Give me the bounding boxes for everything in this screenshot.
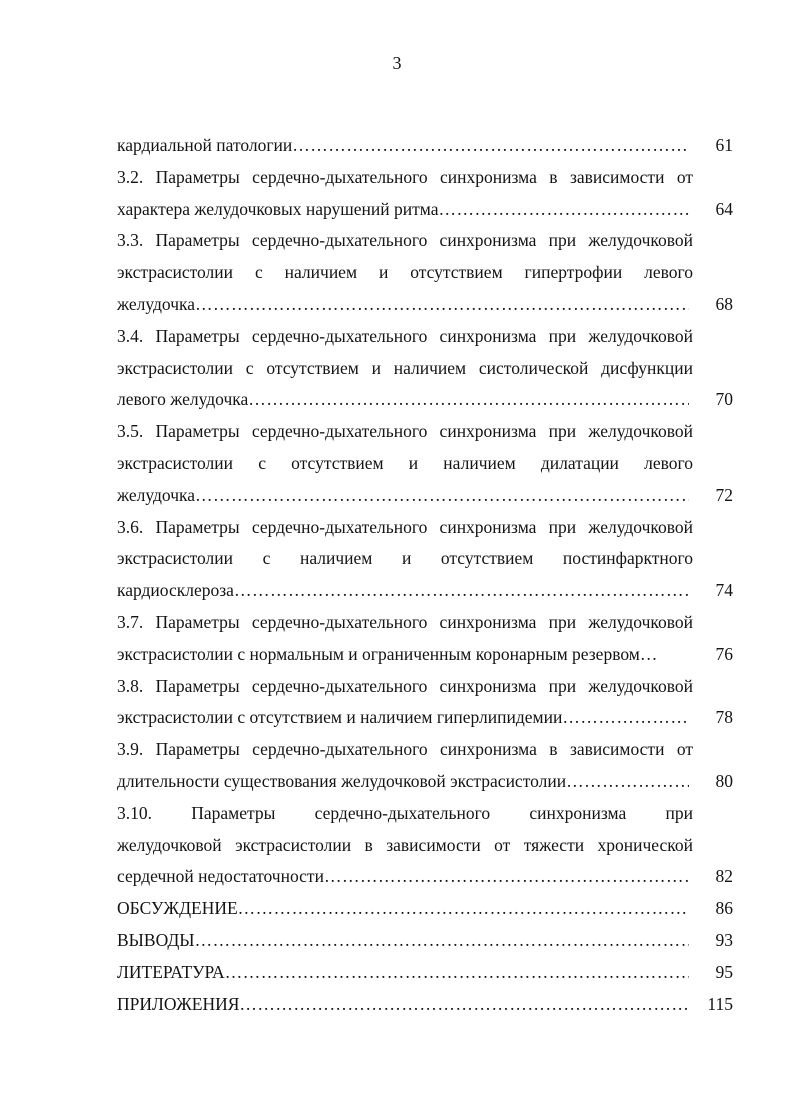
leader-dots: [195, 480, 689, 512]
toc-entry-text: экстрасистолии с отсутствием и наличием дилатации левого: [117, 452, 693, 473]
leader-dots: [248, 384, 689, 416]
toc-entry-text: 3.7. Параметры сердечно-дыхательного синхронизма при желудочковой: [117, 611, 693, 632]
table-of-contents: [117, 130, 733, 1020]
toc-line: [117, 257, 733, 289]
toc-page-number: 70: [715, 389, 733, 410]
toc-entry-text: 3.6. Параметры сердечно-дыхательного синхронизма при желудочковой: [117, 516, 693, 537]
toc-entry-text: 3.8. Параметры сердечно-дыхательного синхронизма при желудочковой: [117, 675, 693, 696]
toc-entry-text: левого желудочка: [117, 389, 249, 410]
toc-page-number: 74: [715, 580, 733, 601]
toc-line: [117, 321, 733, 353]
toc-page-number: 78: [715, 707, 733, 728]
toc-entry-text: экстрасистолии с наличием и отсутствием постинфарктного: [117, 548, 693, 569]
toc-entry-text: 3.2. Параметры сердечно-дыхательного синхронизма в зависимости от: [117, 166, 693, 187]
toc-line: [117, 130, 733, 162]
toc-line: [117, 893, 733, 925]
toc-line: [117, 384, 733, 416]
leader-dots: [292, 130, 689, 162]
leader-dots: [239, 989, 689, 1021]
toc-page-number: 115: [707, 993, 733, 1014]
toc-entry-text: 3.3. Параметры сердечно-дыхательного синхронизма при желудочковой: [117, 230, 693, 251]
toc-page-number: 72: [715, 484, 733, 505]
toc-entry-text: 3.9. Параметры сердечно-дыхательного синхронизма в зависимости от: [117, 739, 693, 760]
leader-dots: [324, 861, 689, 893]
toc-page-number: 95: [715, 961, 733, 982]
toc-line: [117, 639, 733, 671]
toc-entry-text: экстрасистолии с отсутствием и наличием систолической дисфункции: [117, 357, 693, 378]
toc-entry-text: характера желудочковых нарушений ритма: [117, 198, 439, 219]
page-number: 3: [392, 53, 402, 73]
toc-entry-text: желудочка: [117, 484, 196, 505]
toc-entry-text: 3.5. Параметры сердечно-дыхательного синхронизма при желудочковой: [117, 421, 693, 442]
toc-line: [117, 543, 733, 575]
toc-entry-text: ВЫВОДЫ: [117, 929, 195, 950]
toc-line: [117, 861, 733, 893]
toc-line: [117, 448, 733, 480]
toc-line: [117, 671, 733, 703]
toc-page-number: 76: [715, 643, 733, 664]
toc-entry-text: ПРИЛОЖЕНИЯ: [117, 993, 240, 1014]
leader-dots: [439, 194, 689, 226]
toc-entry-text: 3.4. Параметры сердечно-дыхательного синхронизма при желудочковой: [117, 325, 693, 346]
toc-entry-text: ЛИТЕРАТУРА: [117, 961, 225, 982]
toc-line: [117, 734, 733, 766]
toc-page-number: 61: [715, 135, 733, 155]
toc-line: [117, 607, 733, 639]
toc-line: [117, 289, 733, 321]
leader-dots: [562, 702, 689, 734]
toc-entry-text: длительности существования желудочковой экстрасистолии: [117, 770, 567, 791]
toc-line: [117, 957, 733, 989]
toc-line: [117, 702, 733, 734]
leader-dots: [238, 893, 689, 925]
toc-entry-text: экстрасистолии с отсутствием и наличием гиперлипидемии: [117, 707, 563, 728]
toc-page-number: 82: [715, 866, 733, 887]
toc-line: [117, 766, 733, 798]
toc-entry-text: ОБСУЖДЕНИЕ: [117, 898, 238, 919]
leader-dots: [195, 925, 689, 957]
toc-line: [117, 925, 733, 957]
toc-line: [117, 989, 733, 1021]
leader-dots: [195, 289, 689, 321]
toc-line: [117, 353, 733, 385]
toc-line: [117, 480, 733, 512]
toc-line: [117, 830, 733, 862]
toc-entry-text: экстрасистолии с наличием и отсутствием гипертрофии левого: [117, 262, 693, 283]
toc-line: [117, 575, 733, 607]
toc-entry-text: экстрасистолии с нормальным и ограниченным коронарным резервом…: [117, 643, 658, 664]
toc-page-number: 68: [715, 293, 733, 314]
toc-line: [117, 416, 733, 448]
toc-line: [117, 798, 733, 830]
toc-page-number: 93: [715, 929, 733, 950]
toc-line: [117, 162, 733, 194]
toc-entry-text: кардиосклероза: [117, 580, 234, 601]
toc-page-number: 64: [715, 198, 733, 219]
toc-entry-text: кардиальной патологии: [117, 135, 293, 155]
toc-line: [117, 225, 733, 257]
toc-line: [117, 512, 733, 544]
toc-page-number: 80: [715, 770, 733, 791]
leader-dots: [234, 575, 689, 607]
toc-line: [117, 194, 733, 226]
toc-entry-text: сердечной недостаточности: [117, 866, 324, 887]
toc-entry-text: желудочка: [117, 293, 196, 314]
toc-page-number: 86: [715, 898, 733, 919]
toc-entry-text: желудочковой экстрасистолии в зависимости от тяжести хронической: [117, 834, 693, 855]
toc-entry-text: 3.10. Параметры сердечно-дыхательного синхронизма при: [117, 802, 693, 823]
leader-dots: [566, 766, 689, 798]
leader-dots: [225, 957, 689, 989]
